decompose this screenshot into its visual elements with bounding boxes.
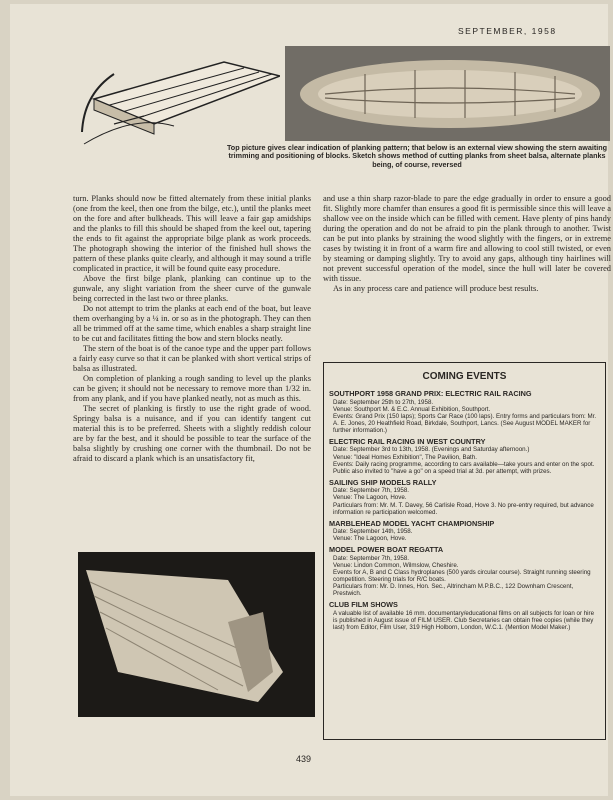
- photo-caption: Top picture gives clear indication of planking pattern; that below is an external view showing the stern awaiting trimming and positioning of blocks. Sketch shows method of cutting planks from sheet balsa, alternate planks being, of course, reversed: [226, 143, 608, 169]
- event-name: ELECTRIC RAIL RACING IN WEST COUNTRY: [329, 436, 486, 446]
- event-name: MARBLEHEAD MODEL YACHT CHAMPIONSHIP: [329, 518, 495, 528]
- event-detail: Events for A, B and C Class hydroplanes (500 yards circular course). Straight running steering competition. Steering trials for R/C boats.: [333, 569, 591, 584]
- event-detail: Particulars from: Mr. M. T. Davey, 56 Carlisle Road, Hove 3. No pre-entry required, but advance information re participation welcomed.: [333, 501, 594, 516]
- event-detail: Venue: "Ideal Homes Exhibition", The Pavilion, Bath.: [333, 453, 477, 461]
- hull-exterior-photo: [78, 552, 315, 717]
- event-item: [329, 390, 600, 434]
- paragraph: and use a thin sharp razor-blade to pare the edge gradually in order to ensure a good fit. Slightly more chamfer than ensures a good fit is permissible since this will leave a shallow vee on the inside which can be filled with cement. Have plenty of pins handy during the operation and do not be afraid to pin the plank through to another. Twist can be put into planks by straining the wood slightly with the fingers, or in extreme cases by twisting it in front of a warm fire and allowing to cool still twisted, or even by steaming or damping slightly. Try to avoid any gaps, although tiny hairlines will not prevent successful operation of the model, since the hull will later be covered with tissue.: [323, 194, 611, 283]
- paragraph: On completion of planking a rough sanding to level up the planks can be given; it should not be necessary to remove more than 1/32 in. from any plank, and if you have planked neatly, not as much as this.: [73, 374, 311, 403]
- page-header: SEPTEMBER, 1958: [458, 26, 557, 36]
- paragraph: As in any process care and patience will produce best results.: [333, 284, 539, 293]
- magazine-page: [10, 4, 611, 796]
- article-column-left: [73, 194, 311, 464]
- event-detail: Venue: The Lagoon, Hove.: [333, 535, 407, 543]
- article-column-right: [323, 194, 611, 294]
- event-detail: A valuable list of available 16 mm. documentary/educational films on all subjects for loan or hire is published in August issue of FILM USER. Club Secretaries can obtain free copies (while they last) from Editor, Film User, 319 High Holborn, London, W.C.1. (Mention Model Maker.): [333, 609, 595, 632]
- event-item: [329, 479, 600, 516]
- page-number: 439: [296, 754, 312, 764]
- event-detail: Events: Daily racing programme, according to cars available—take yours and enter on the spot. Public also invited to "have a go" on a speed trial at 3d. per attempt, with prizes.: [333, 460, 595, 475]
- event-name: CLUB FILM SHOWS: [329, 600, 398, 610]
- paragraph: Do not attempt to trim the planks at each end of the boat, but leave them overhanging by a ¼ in. or so as in the photograph. They can then all be trimmed off at the same time, which enables a sharp straight line to be cut and facilitates fitting the bow and stern blocks neatly.: [73, 304, 311, 343]
- event-name: MODEL POWER BOAT REGATTA: [329, 545, 444, 555]
- event-item: [329, 438, 600, 475]
- event-item: [329, 601, 600, 631]
- event-detail: Date: September 25th to 27th, 1958.: [333, 398, 434, 406]
- events-title: COMING EVENTS: [422, 371, 507, 382]
- event-detail: Date: September 7th, 1958.: [333, 554, 410, 562]
- event-name: SAILING SHIP MODELS RALLY: [329, 477, 437, 487]
- event-name: SOUTHPORT 1958 GRAND PRIX: ELECTRIC RAIL RACING: [329, 389, 532, 398]
- event-detail: Venue: Southport M. & E.C. Annual Exhibition, Southport.: [333, 405, 491, 413]
- paragraph: Above the first bilge plank, planking can continue up to the gunwale, any slight variation from the sheer curve of the gunwale being corrected in the last two or three planks.: [73, 274, 311, 303]
- event-item: [329, 520, 600, 543]
- event-detail: Date: September 3rd to 13th, 1958. (Evenings and Saturday afternoon.): [333, 446, 530, 454]
- event-item: [329, 546, 600, 597]
- planking-sketch: [74, 54, 280, 150]
- paragraph: The secret of planking is firstly to use the right grade of wood. Springy balsa is a nuisance, and if you can identify tangent cut material this is to be preferred. Sheets with a slightly reddish colour are by far the best, and it should be possible to tear the surface of the balsa slightly by crushing one corner with the thumbnail. Do not be afraid to discard a plank which is an unsatisfactory fit,: [73, 404, 311, 463]
- event-detail: Venue: The Lagoon, Hove.: [333, 494, 407, 502]
- event-detail: Particulars from: Mr. D. Innes, Hon. Sec., Altrincham M.P.B.C., 122 Downham Crescent, Prestwich.: [333, 583, 574, 598]
- event-detail: Events: Grand Prix (150 laps); Sports Car Race (100 laps). Entry forms and particulars from: Mr. A. E. Jones, 20 Heathfield Road, Birkdale, Southport, Lancs. (See August MODEL MAKER for further information.): [333, 412, 597, 434]
- paragraph: turn. Planks should now be fitted alternately from these initial planks (one from the keel, then one from the bilge, etc.), until the planks meet on the fore and after bulkheads. This will leave a fair gap amidships and the planks to fill this should be shaped from the keel out, tapering the ends to fit against the appropriate bilge plank as work proceeds. The photograph showing the interior of the finished hull shows the pattern of these planks quite clearly, and although it may sound a trifle complicated in practice, it will be found quite easy procedure.: [73, 194, 311, 273]
- event-detail: Date: September 7th, 1958.: [333, 487, 410, 495]
- paragraph: The stern of the boat is of the canoe type and the upper part follows a fairly easy curve so that it can be planked with short vertical strips of balsa as illustrated.: [73, 344, 311, 373]
- coming-events-box: [323, 362, 606, 740]
- hull-interior-photo: [285, 46, 610, 141]
- event-detail: Venue: Lindon Common, Wilmslow, Cheshire.: [333, 562, 459, 569]
- event-detail: Date: September 14th, 1958.: [333, 528, 413, 536]
